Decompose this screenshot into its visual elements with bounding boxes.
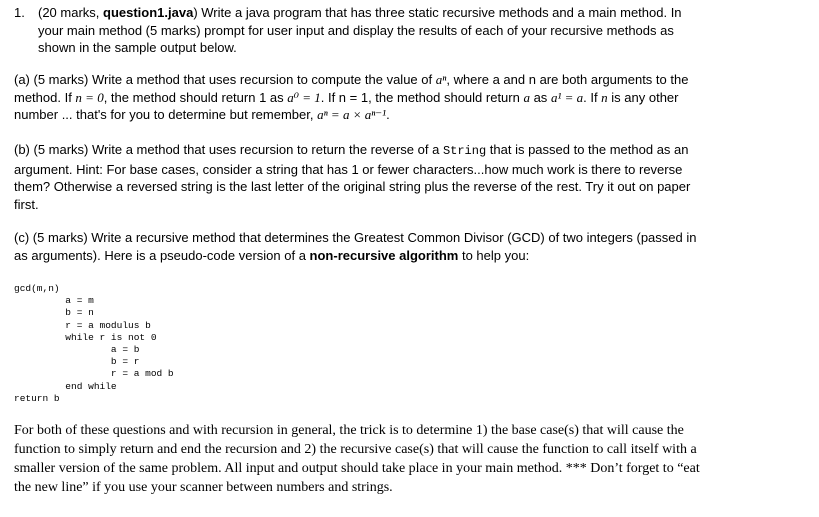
part-b-code-term: String	[442, 144, 487, 158]
part-c-text-2: to help you:	[458, 247, 530, 263]
code-line: b = r	[14, 356, 140, 368]
part-a	[14, 71, 704, 124]
part-a-text-8: .	[386, 107, 390, 122]
code-line: return b	[14, 392, 60, 404]
part-b-text-1: (b) (5 marks) Write a method that uses recursion to return the reverse of a	[14, 142, 443, 157]
part-a-text-4: . If n = 1, the method should return	[320, 89, 524, 105]
part-a-text-2: , where a and n are both arguments to the method. If	[14, 72, 689, 105]
part-a-text-1: (a) (5 marks) Write a method that uses recursion to compute the value of	[14, 72, 436, 87]
question-1-intro	[14, 4, 704, 57]
part-c-bold-term: non-recursive algorithm	[309, 247, 459, 263]
closing-paragraph: For both of these questions and with recursion in general, the trick is to determine 1) the base case(s) that will cause the function to simply return and end the recursion and 2) the recursive case(s) that will cause the function to call itself with a smaller version of the same problem. All input and output should take place in your main method. *** Don’t forget to “eat the new line” if you use your scanner between numbers and strings.	[14, 423, 700, 495]
code-line: r = a mod b	[14, 368, 174, 380]
part-a-text-5: as	[529, 89, 551, 105]
code-line: a = b	[14, 344, 140, 356]
code-line: a = m	[14, 295, 94, 307]
part-a-text-6: . If	[583, 89, 602, 105]
part-b	[14, 141, 704, 213]
question-number: 1.	[14, 5, 25, 20]
question-marks: (20 marks,	[38, 5, 104, 20]
gcd-pseudocode	[14, 283, 174, 405]
part-a-math-6: n	[601, 89, 608, 105]
code-line: while r is not 0	[14, 331, 157, 343]
part-a-math-1: aⁿ	[435, 72, 447, 87]
part-c	[14, 229, 704, 264]
part-a-math-4: a	[523, 89, 530, 105]
part-a-math-2: n = 0	[75, 89, 104, 105]
part-a-math-3: a⁰ = 1	[287, 89, 321, 105]
question-intro-text: ) Write a java program that has three static recursive methods and a main method. In your main method (5 marks) prompt for user input and display the results of each of your recursive methods as shown in the sample output below.	[38, 5, 682, 55]
question-filename: question1.java	[103, 5, 194, 20]
code-line: b = n	[14, 307, 94, 319]
code-line: r = a modulus b	[14, 319, 151, 331]
part-b-text-2: that is passed to the method as an argument. Hint: For base cases, consider a string that has 1 or fewer characters...how much work is there to reverse them? Otherwise a reversed string is the last letter of the original string plus the reverse of the rest. Try it out on paper first.	[14, 142, 691, 212]
code-line: gcd(m,n)	[14, 283, 60, 294]
part-a-math-7: aⁿ = a × aⁿ⁻¹	[317, 107, 387, 122]
code-line: end while	[14, 380, 117, 392]
part-c-text-1: (c) (5 marks) Write a recursive method that determines the Greatest Common Divisor (GCD) of two integers (passed in as arguments). Here is a pseudo-code version of a	[14, 230, 697, 263]
part-a-text-7: is any other number ... that's for you to determine but remember,	[14, 89, 679, 122]
part-a-math-5: a¹ = a	[550, 89, 584, 105]
part-a-text-3: , the method should return 1 as	[103, 89, 288, 105]
